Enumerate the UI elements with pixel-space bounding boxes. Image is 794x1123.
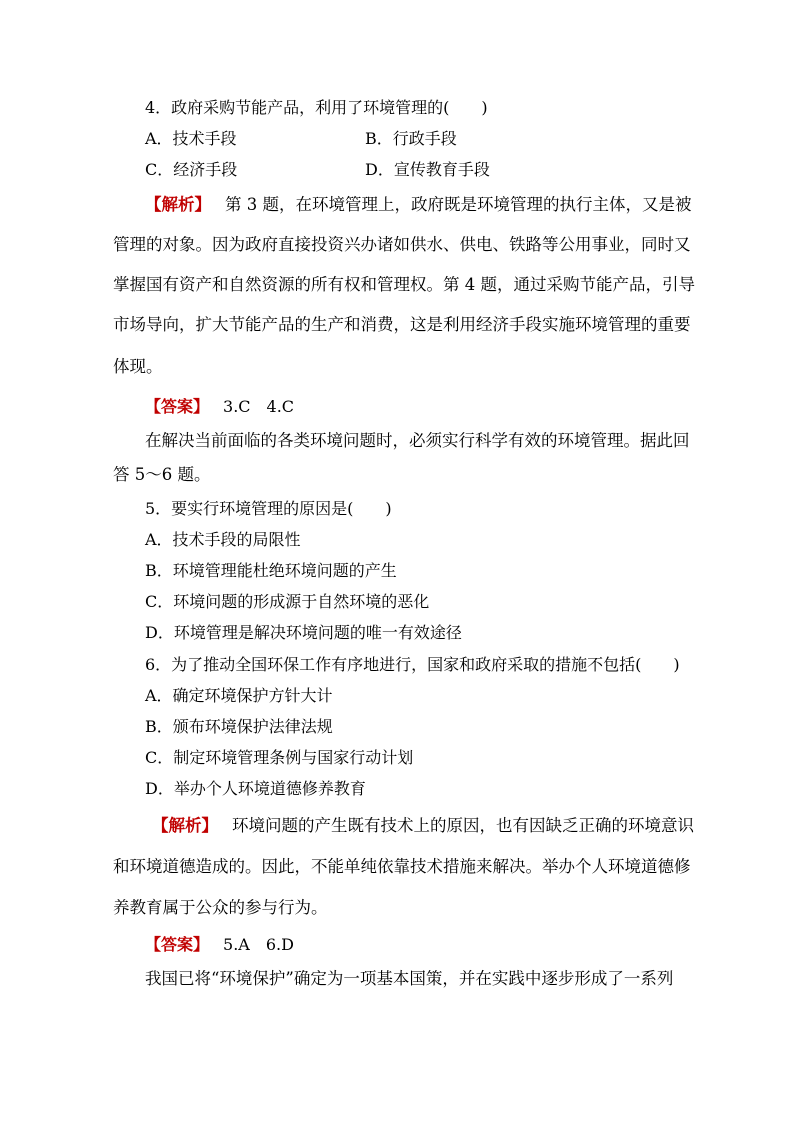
q4-option-a: A．技术手段 xyxy=(145,129,237,148)
intro56-line2: 答 5～6 题。 xyxy=(113,465,211,484)
analysis1-line1 xyxy=(145,195,692,215)
q5-option-c: C．环境问题的形成源于自然环境的恶化 xyxy=(145,592,430,611)
q5-option-d: D．环境管理是解决环境问题的唯一有效途径 xyxy=(145,623,462,642)
answer1-text: 3.C 4.C xyxy=(223,397,295,416)
q6-stem: 6．为了推动全国环保工作有序地进行，国家和政府采取的措施不包括( ) xyxy=(145,655,680,674)
q5-stem: 5．要实行环境管理的原因是( ) xyxy=(145,499,392,518)
analysis1-line4: 市场导向，扩大节能产品的生产和消费，这是利用经济手段实施环境管理的重要 xyxy=(113,315,691,334)
q6-option-b: B．颁布环境保护法律法规 xyxy=(145,717,333,736)
answer2-tag: 【答案】 xyxy=(145,935,210,954)
analysis2-line2: 和环境道德造成的。因此，不能单纯依靠技术措施来解决。举办个人环境道德修 xyxy=(113,857,691,876)
q4-option-c: C．经济手段 xyxy=(145,160,238,179)
analysis2-line1 xyxy=(152,816,694,836)
analysis2-text1: 环境问题的产生既有技术上的原因，也有因缺乏正确的环境意识 xyxy=(232,816,694,835)
analysis1-line2: 管理的对象。因为政府直接投资兴办诸如供水、供电、铁路等公用事业，同时又 xyxy=(113,235,691,254)
q4-stem: 4．政府采购节能产品，利用了环境管理的( ) xyxy=(145,98,488,117)
q6-option-a: A．确定环境保护方针大计 xyxy=(145,686,333,705)
analysis2-line3: 养教育属于公众的参与行为。 xyxy=(113,898,328,917)
answer2-line xyxy=(145,935,294,955)
analysis1-line5: 体现。 xyxy=(113,357,163,376)
q5-option-a: A．技术手段的局限性 xyxy=(145,530,301,549)
analysis1-line3: 掌握国有资产和自然资源的所有权和管理权。第 4 题，通过采购节能产品，引导 xyxy=(113,275,695,294)
q5-option-b: B．环境管理能杜绝环境问题的产生 xyxy=(145,561,397,580)
closing-line1: 我国已将“环境保护”确定为一项基本国策，并在实践中逐步形成了一系列 xyxy=(145,969,674,988)
q6-option-d: D．举办个人环境道德修养教育 xyxy=(145,779,366,798)
q4-option-b: B．行政手段 xyxy=(365,129,457,148)
answer1-tag: 【答案】 xyxy=(145,397,210,416)
analysis2-tag: 【解析】 xyxy=(152,816,218,835)
answer2-text: 5.A 6.D xyxy=(223,935,294,954)
analysis1-tag: 【解析】 xyxy=(145,195,211,214)
q6-option-c: C．制定环境管理条例与国家行动计划 xyxy=(145,748,414,767)
analysis1-text1: 第 3 题，在环境管理上，政府既是环境管理的执行主体，又是被 xyxy=(225,195,692,214)
q4-option-d: D．宣传教育手段 xyxy=(365,160,490,179)
answer1-line xyxy=(145,397,294,417)
intro56-line1: 在解决当前面临的各类环境问题时，必须实行科学有效的环境管理。据此回 xyxy=(145,431,690,450)
